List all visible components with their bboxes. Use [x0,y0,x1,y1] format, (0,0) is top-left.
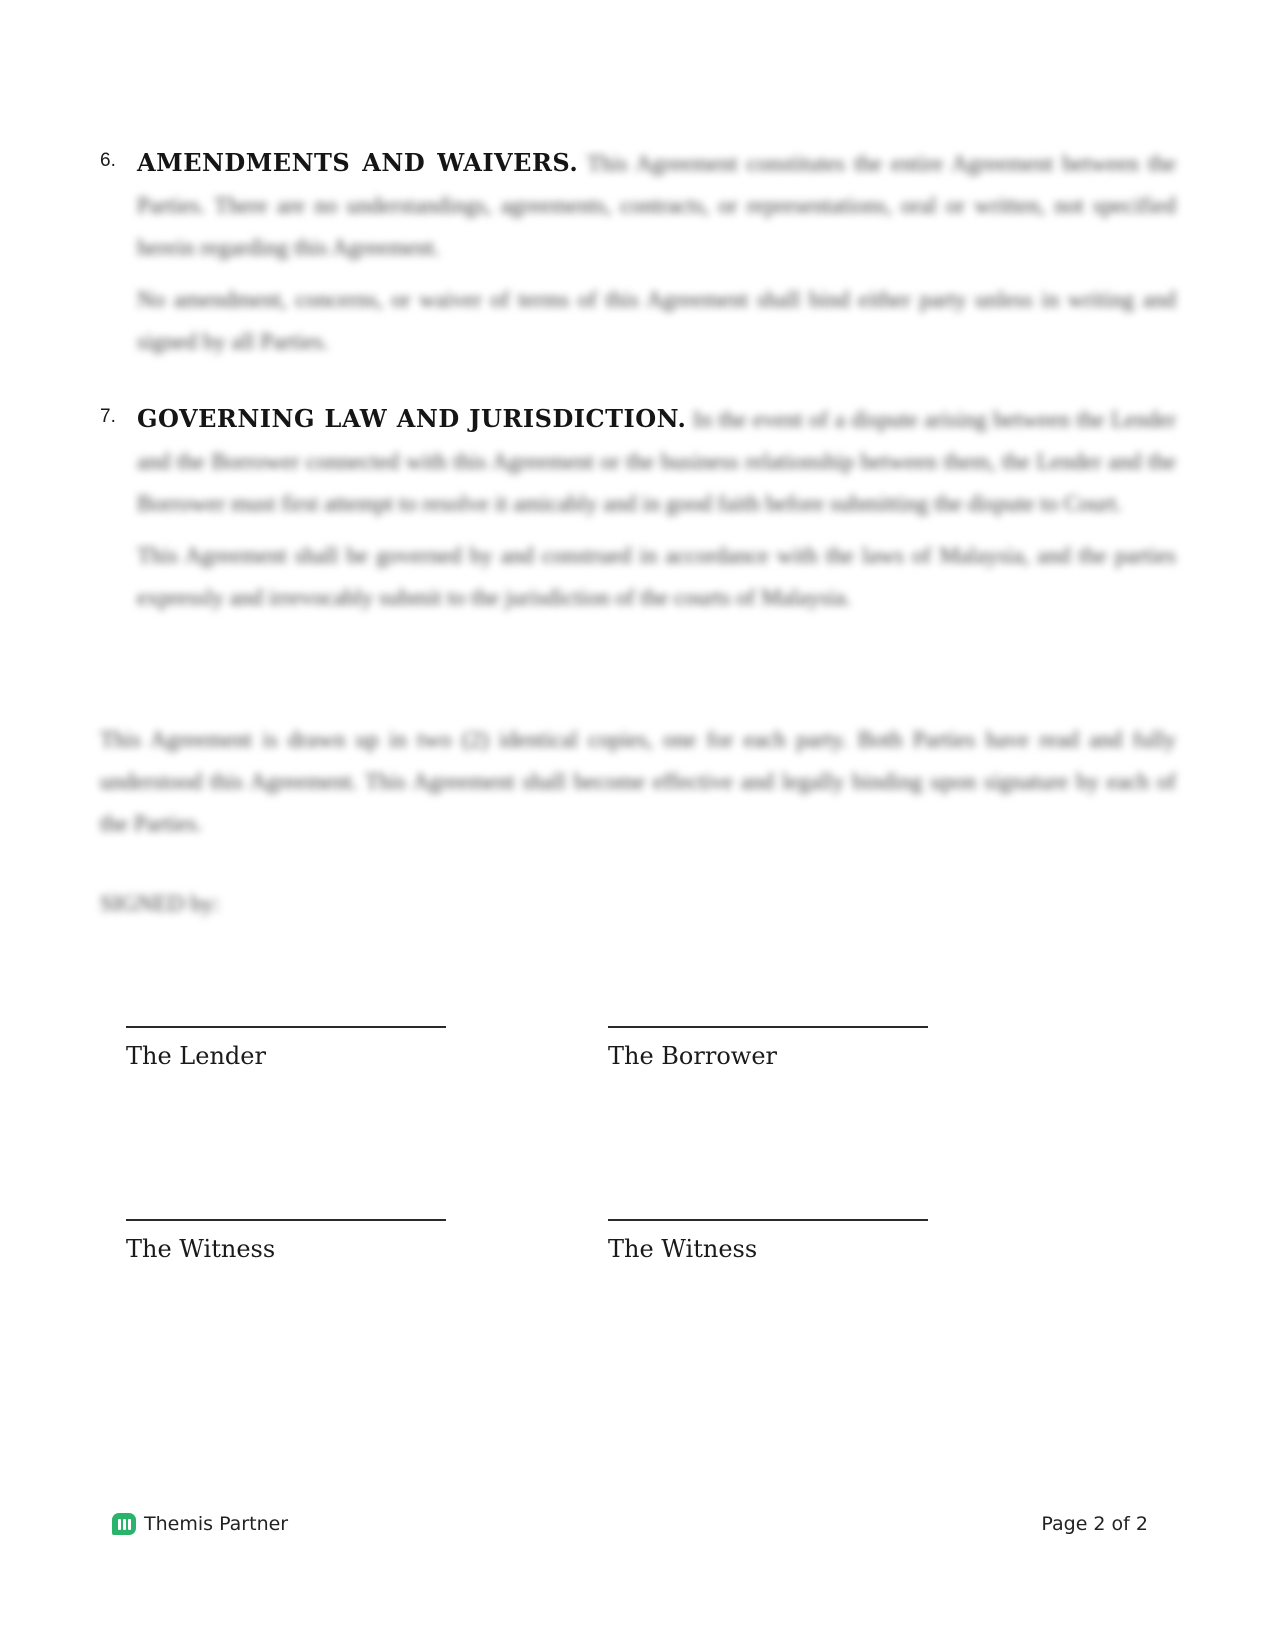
section-paragraph-1 [137,398,1176,525]
page-number: Page 2 of 2 [1041,1513,1148,1535]
signature-block-lender [126,1026,446,1070]
footer-brand [112,1513,288,1535]
signature-block-borrower [608,1026,928,1070]
section-paragraph-1 [137,142,1176,269]
signature-line [126,1026,446,1028]
signature-label: The Borrower [608,1042,777,1070]
section-paragraph-2: No amendment, concerns, or waiver of terms of this Agreement shall bind either party unless in writing and signed by all Parties. [137,287,1176,354]
signature-line [126,1219,446,1221]
section-number: 7. [100,406,116,427]
section-heading: GOVERNING LAW AND JURISDICTION. [137,404,687,433]
section-text: This Agreement constitutes the entire Agreement between the Parties. There are no understandings, agreements, contracts, or representations, oral or written, not specified herein regarding this Agreement. [137,151,1176,260]
signature-line [608,1219,928,1221]
closing-paragraph [100,719,1176,855]
closing-text: This Agreement is drawn up in two (2) identical copies, one for each party. Both Parties have read and fully understood this Agreement. This Agreement shall become effective and legally binding upon signature by each of the Parties. [100,727,1176,836]
section-heading: AMENDMENTS AND WAIVERS. [137,148,579,177]
signature-block-witness-2 [608,1219,928,1263]
signed-by-label: SIGNED by: [100,891,220,916]
signature-label: The Lender [126,1042,266,1070]
section-governing-law [100,398,1176,629]
section-paragraph-2: This Agreement shall be governed by and construed in accordance with the laws of Malaysia, and the parties expressly and irrevocably submit to the jurisdiction of the courts of Malaysia. [137,543,1176,610]
signature-label: The Witness [608,1235,758,1263]
section-text: In the event of a dispute arising between the Lender and the Borrower connected with this Agreement or the business relationship between them, the Lender and the Borrower must first attempt to resolve it amicably and in good faith before submitting the dispute to Court. [137,407,1177,516]
themis-logo-icon [112,1513,136,1535]
signature-line [608,1026,928,1028]
signature-block-witness-1 [126,1219,446,1263]
section-amendments [100,142,1176,373]
signature-label: The Witness [126,1235,276,1263]
brand-name: Themis Partner [144,1513,289,1535]
section-number: 6. [100,150,116,171]
